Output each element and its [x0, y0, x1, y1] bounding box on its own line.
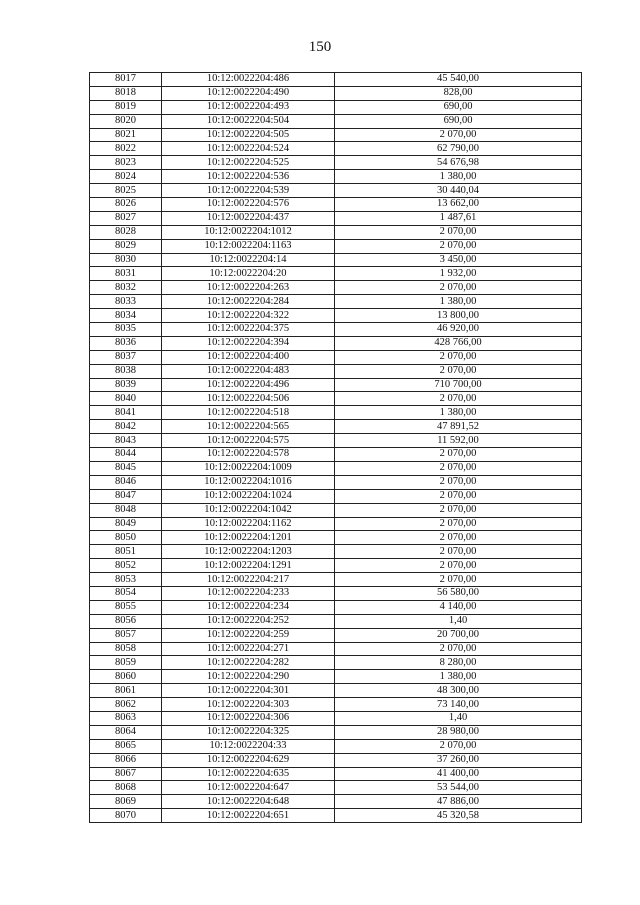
cadastral-number-cell: 10:12:0022204:33: [162, 739, 335, 753]
cadastral-number-cell: 10:12:0022204:233: [162, 586, 335, 600]
cadastral-number-cell: 10:12:0022204:1012: [162, 225, 335, 239]
row-number-cell: 8043: [90, 434, 162, 448]
table-row: [90, 295, 582, 309]
table-row: [90, 170, 582, 184]
row-number-cell: 8024: [90, 170, 162, 184]
row-number-cell: 8042: [90, 420, 162, 434]
table-row: [90, 573, 582, 587]
cadastral-number-cell: 10:12:0022204:252: [162, 614, 335, 628]
table-row: [90, 156, 582, 170]
value-cell: 2 070,00: [335, 281, 582, 295]
value-cell: 2 070,00: [335, 448, 582, 462]
cadastral-number-cell: 10:12:0022204:493: [162, 100, 335, 114]
cadastral-number-cell: 10:12:0022204:1201: [162, 531, 335, 545]
row-number-cell: 8017: [90, 73, 162, 87]
table-row: [90, 795, 582, 809]
row-number-cell: 8060: [90, 670, 162, 684]
row-number-cell: 8027: [90, 211, 162, 225]
table-row: [90, 739, 582, 753]
row-number-cell: 8031: [90, 267, 162, 281]
cadastral-number-cell: 10:12:0022204:1016: [162, 475, 335, 489]
cadastral-number-cell: 10:12:0022204:284: [162, 295, 335, 309]
row-number-cell: 8045: [90, 461, 162, 475]
table-row: [90, 489, 582, 503]
table-row: [90, 628, 582, 642]
cadastral-number-cell: 10:12:0022204:282: [162, 656, 335, 670]
row-number-cell: 8044: [90, 448, 162, 462]
value-cell: 73 140,00: [335, 698, 582, 712]
table-row: [90, 128, 582, 142]
row-number-cell: 8022: [90, 142, 162, 156]
row-number-cell: 8064: [90, 725, 162, 739]
value-cell: 13 800,00: [335, 309, 582, 323]
value-cell: 37 260,00: [335, 753, 582, 767]
row-number-cell: 8067: [90, 767, 162, 781]
value-cell: 428 766,00: [335, 336, 582, 350]
cadastral-number-cell: 10:12:0022204:234: [162, 600, 335, 614]
row-number-cell: 8062: [90, 698, 162, 712]
row-number-cell: 8059: [90, 656, 162, 670]
row-number-cell: 8034: [90, 309, 162, 323]
value-cell: 690,00: [335, 100, 582, 114]
row-number-cell: 8020: [90, 114, 162, 128]
cadastral-number-cell: 10:12:0022204:635: [162, 767, 335, 781]
cadastral-number-cell: 10:12:0022204:565: [162, 420, 335, 434]
value-cell: 2 070,00: [335, 364, 582, 378]
value-cell: 2 070,00: [335, 461, 582, 475]
row-number-cell: 8054: [90, 586, 162, 600]
table-row: [90, 517, 582, 531]
table-row: [90, 114, 582, 128]
table-row: [90, 475, 582, 489]
cadastral-number-cell: 10:12:0022204:578: [162, 448, 335, 462]
cadastral-number-cell: 10:12:0022204:301: [162, 684, 335, 698]
table-row: [90, 253, 582, 267]
value-cell: 2 070,00: [335, 559, 582, 573]
value-cell: 2 070,00: [335, 573, 582, 587]
cadastral-number-cell: 10:12:0022204:322: [162, 309, 335, 323]
cadastral-number-cell: 10:12:0022204:518: [162, 406, 335, 420]
row-number-cell: 8030: [90, 253, 162, 267]
cadastral-number-cell: 10:12:0022204:1162: [162, 517, 335, 531]
table-row: [90, 86, 582, 100]
table-row: [90, 614, 582, 628]
table-row: [90, 100, 582, 114]
value-cell: 47 891,52: [335, 420, 582, 434]
cadastral-number-cell: 10:12:0022204:217: [162, 573, 335, 587]
cadastral-number-cell: 10:12:0022204:437: [162, 211, 335, 225]
table-row: [90, 600, 582, 614]
value-cell: 2 070,00: [335, 545, 582, 559]
row-number-cell: 8018: [90, 86, 162, 100]
cadastral-number-cell: 10:12:0022204:575: [162, 434, 335, 448]
cadastral-number-cell: 10:12:0022204:400: [162, 350, 335, 364]
cadastral-number-cell: 10:12:0022204:539: [162, 184, 335, 198]
table-row: [90, 559, 582, 573]
cadastral-number-cell: 10:12:0022204:506: [162, 392, 335, 406]
row-number-cell: 8056: [90, 614, 162, 628]
row-number-cell: 8055: [90, 600, 162, 614]
table-row: [90, 336, 582, 350]
value-cell: 3 450,00: [335, 253, 582, 267]
table-row: [90, 184, 582, 198]
cadastral-number-cell: 10:12:0022204:486: [162, 73, 335, 87]
table-body: [90, 73, 582, 823]
cadastral-number-cell: 10:12:0022204:1203: [162, 545, 335, 559]
table-row: [90, 239, 582, 253]
cadastral-number-cell: 10:12:0022204:1042: [162, 503, 335, 517]
value-cell: 45 320,58: [335, 809, 582, 823]
table-row: [90, 364, 582, 378]
row-number-cell: 8047: [90, 489, 162, 503]
table-row: [90, 656, 582, 670]
row-number-cell: 8032: [90, 281, 162, 295]
row-number-cell: 8039: [90, 378, 162, 392]
cadastral-number-cell: 10:12:0022204:20: [162, 267, 335, 281]
value-cell: 1 380,00: [335, 670, 582, 684]
value-cell: 41 400,00: [335, 767, 582, 781]
value-cell: 20 700,00: [335, 628, 582, 642]
table-row: [90, 211, 582, 225]
row-number-cell: 8025: [90, 184, 162, 198]
value-cell: 2 070,00: [335, 642, 582, 656]
table-row: [90, 711, 582, 725]
value-cell: 47 886,00: [335, 795, 582, 809]
cadastral-number-cell: 10:12:0022204:1163: [162, 239, 335, 253]
cadastral-number-cell: 10:12:0022204:524: [162, 142, 335, 156]
table-row: [90, 753, 582, 767]
cadastral-number-cell: 10:12:0022204:290: [162, 670, 335, 684]
value-cell: 1,40: [335, 711, 582, 725]
cadastral-number-cell: 10:12:0022204:263: [162, 281, 335, 295]
row-number-cell: 8037: [90, 350, 162, 364]
value-cell: 2 070,00: [335, 475, 582, 489]
row-number-cell: 8065: [90, 739, 162, 753]
row-number-cell: 8053: [90, 573, 162, 587]
cadastral-number-cell: 10:12:0022204:271: [162, 642, 335, 656]
row-number-cell: 8063: [90, 711, 162, 725]
cadastral-number-cell: 10:12:0022204:375: [162, 323, 335, 337]
value-cell: 2 070,00: [335, 739, 582, 753]
table-row: [90, 531, 582, 545]
row-number-cell: 8061: [90, 684, 162, 698]
table-row: [90, 434, 582, 448]
row-number-cell: 8050: [90, 531, 162, 545]
cadastral-number-cell: 10:12:0022204:490: [162, 86, 335, 100]
table-row: [90, 392, 582, 406]
row-number-cell: 8033: [90, 295, 162, 309]
table-row: [90, 586, 582, 600]
table-row: [90, 684, 582, 698]
row-number-cell: 8041: [90, 406, 162, 420]
value-cell: 56 580,00: [335, 586, 582, 600]
value-cell: 30 440,04: [335, 184, 582, 198]
table-row: [90, 267, 582, 281]
table-row: [90, 670, 582, 684]
table-row: [90, 281, 582, 295]
table-row: [90, 767, 582, 781]
table-row: [90, 378, 582, 392]
row-number-cell: 8052: [90, 559, 162, 573]
cadastral-number-cell: 10:12:0022204:325: [162, 725, 335, 739]
row-number-cell: 8038: [90, 364, 162, 378]
value-cell: 2 070,00: [335, 489, 582, 503]
table-row: [90, 461, 582, 475]
cadastral-number-cell: 10:12:0022204:504: [162, 114, 335, 128]
table-row: [90, 781, 582, 795]
cadastral-number-cell: 10:12:0022204:306: [162, 711, 335, 725]
cadastral-number-cell: 10:12:0022204:536: [162, 170, 335, 184]
cadastral-number-cell: 10:12:0022204:525: [162, 156, 335, 170]
row-number-cell: 8066: [90, 753, 162, 767]
value-cell: 1 932,00: [335, 267, 582, 281]
value-cell: 2 070,00: [335, 225, 582, 239]
cadastral-number-cell: 10:12:0022204:14: [162, 253, 335, 267]
value-cell: 1 380,00: [335, 170, 582, 184]
row-number-cell: 8068: [90, 781, 162, 795]
row-number-cell: 8057: [90, 628, 162, 642]
cadastral-number-cell: 10:12:0022204:505: [162, 128, 335, 142]
value-cell: 2 070,00: [335, 392, 582, 406]
table-row: [90, 420, 582, 434]
row-number-cell: 8026: [90, 198, 162, 212]
value-cell: 1 380,00: [335, 295, 582, 309]
row-number-cell: 8036: [90, 336, 162, 350]
page-number: 150: [308, 39, 332, 55]
value-cell: 2 070,00: [335, 531, 582, 545]
value-cell: 45 540,00: [335, 73, 582, 87]
value-cell: 2 070,00: [335, 517, 582, 531]
cadastral-number-cell: 10:12:0022204:303: [162, 698, 335, 712]
value-cell: 53 544,00: [335, 781, 582, 795]
row-number-cell: 8035: [90, 323, 162, 337]
value-cell: 2 070,00: [335, 350, 582, 364]
table-row: [90, 545, 582, 559]
row-number-cell: 8069: [90, 795, 162, 809]
table-row: [90, 809, 582, 823]
row-number-cell: 8040: [90, 392, 162, 406]
value-cell: 28 980,00: [335, 725, 582, 739]
value-cell: 2 070,00: [335, 239, 582, 253]
row-number-cell: 8023: [90, 156, 162, 170]
cadastral-number-cell: 10:12:0022204:629: [162, 753, 335, 767]
cadastral-number-cell: 10:12:0022204:496: [162, 378, 335, 392]
value-cell: 62 790,00: [335, 142, 582, 156]
row-number-cell: 8049: [90, 517, 162, 531]
cadastral-number-cell: 10:12:0022204:647: [162, 781, 335, 795]
table-row: [90, 642, 582, 656]
cadastral-number-cell: 10:12:0022204:483: [162, 364, 335, 378]
value-cell: 1 380,00: [335, 406, 582, 420]
value-cell: 4 140,00: [335, 600, 582, 614]
cadastral-number-cell: 10:12:0022204:651: [162, 809, 335, 823]
row-number-cell: 8051: [90, 545, 162, 559]
row-number-cell: 8028: [90, 225, 162, 239]
value-cell: 11 592,00: [335, 434, 582, 448]
row-number-cell: 8058: [90, 642, 162, 656]
table-row: [90, 142, 582, 156]
value-cell: 828,00: [335, 86, 582, 100]
row-number-cell: 8019: [90, 100, 162, 114]
value-cell: 54 676,98: [335, 156, 582, 170]
row-number-cell: 8046: [90, 475, 162, 489]
cadastral-number-cell: 10:12:0022204:1009: [162, 461, 335, 475]
row-number-cell: 8048: [90, 503, 162, 517]
value-cell: 13 662,00: [335, 198, 582, 212]
value-cell: 1 487,61: [335, 211, 582, 225]
table-row: [90, 350, 582, 364]
table-row: [90, 406, 582, 420]
table-row: [90, 503, 582, 517]
row-number-cell: 8021: [90, 128, 162, 142]
value-cell: 8 280,00: [335, 656, 582, 670]
value-cell: 48 300,00: [335, 684, 582, 698]
value-cell: 710 700,00: [335, 378, 582, 392]
table-row: [90, 309, 582, 323]
table-row: [90, 225, 582, 239]
cadastral-number-cell: 10:12:0022204:259: [162, 628, 335, 642]
cadastral-number-cell: 10:12:0022204:648: [162, 795, 335, 809]
row-number-cell: 8029: [90, 239, 162, 253]
table-row: [90, 698, 582, 712]
table-row: [90, 448, 582, 462]
value-cell: 46 920,00: [335, 323, 582, 337]
cadastral-value-table: [89, 72, 582, 823]
value-cell: 1,40: [335, 614, 582, 628]
cadastral-number-cell: 10:12:0022204:1291: [162, 559, 335, 573]
value-cell: 2 070,00: [335, 503, 582, 517]
table-row: [90, 725, 582, 739]
cadastral-number-cell: 10:12:0022204:394: [162, 336, 335, 350]
value-cell: 690,00: [335, 114, 582, 128]
table-row: [90, 323, 582, 337]
cadastral-number-cell: 10:12:0022204:1024: [162, 489, 335, 503]
row-number-cell: 8070: [90, 809, 162, 823]
table-row: [90, 73, 582, 87]
value-cell: 2 070,00: [335, 128, 582, 142]
cadastral-number-cell: 10:12:0022204:576: [162, 198, 335, 212]
table-row: [90, 198, 582, 212]
